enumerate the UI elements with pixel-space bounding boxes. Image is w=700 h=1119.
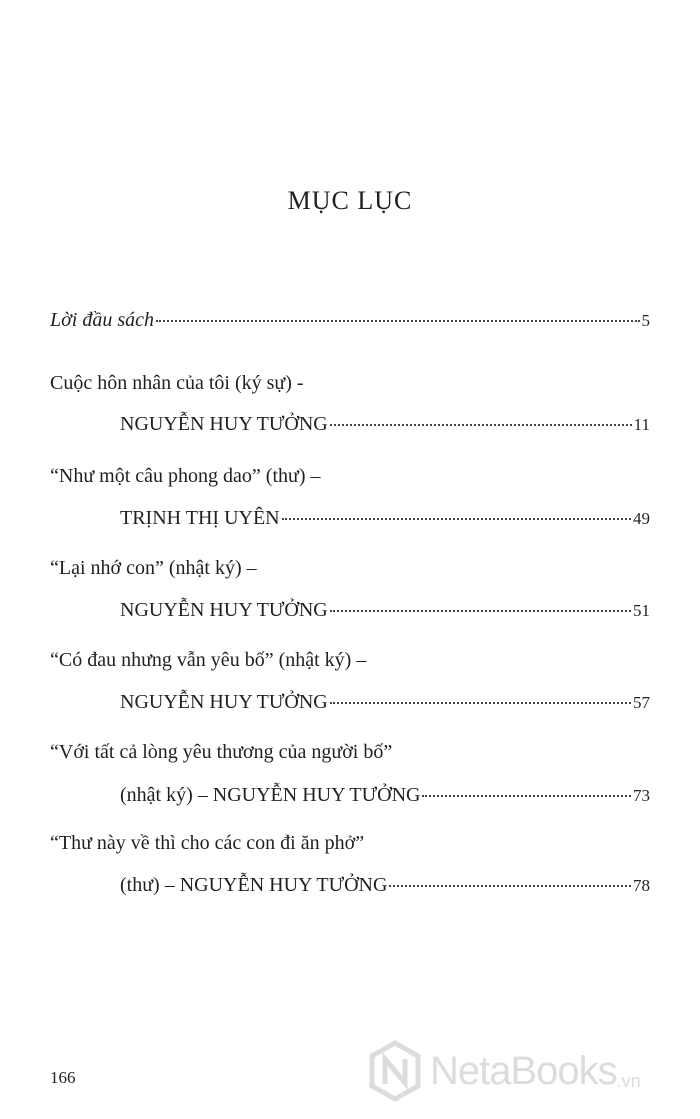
toc-entry: [120, 412, 650, 437]
netabooks-logo-icon: [368, 1040, 422, 1102]
toc-entry-author: NGUYỄN HUY TƯỞNG: [120, 691, 328, 713]
dot-leader: [330, 610, 631, 612]
dot-leader: [389, 885, 631, 887]
watermark-brand: NetaBooks: [430, 1048, 617, 1093]
toc-entry-title: Cuộc hôn nhân của tôi (ký sự) -: [50, 372, 304, 394]
toc-entry: [50, 308, 650, 333]
page-title: MỤC LỤC: [287, 186, 413, 215]
toc-entry: [120, 690, 650, 715]
toc-entry-title: Lời đầu sách: [50, 309, 155, 331]
toc-entry-title: “Với tất cả lòng yêu thương của người bố”: [50, 741, 393, 763]
toc-page-number: 78: [633, 876, 650, 895]
toc-entry-author: (thư) – NGUYỄN HUY TƯỞNG: [120, 874, 388, 896]
dot-leader: [282, 518, 631, 520]
toc-page-number: 11: [633, 415, 650, 434]
toc-entry: [120, 873, 650, 898]
toc-entry-title: “Như một câu phong dao” (thư) –: [50, 465, 321, 487]
page-number: 166: [50, 1068, 76, 1087]
dot-leader: [330, 424, 632, 426]
toc-entry-title: “Có đau nhưng vẫn yêu bố” (nhật ký) –: [50, 649, 367, 671]
toc-entry-author: (nhật ký) – NGUYỄN HUY TƯỞNG: [120, 784, 421, 806]
toc-entry-author: NGUYỄN HUY TƯỞNG: [120, 413, 328, 435]
toc-entry-title: “Lại nhớ con” (nhật ký) –: [50, 557, 257, 579]
toc-entry-author: NGUYỄN HUY TƯỞNG: [120, 599, 328, 621]
toc-page-number: 51: [633, 601, 650, 620]
dot-leader: [156, 320, 639, 322]
dot-leader: [422, 795, 631, 797]
watermark-tld: .vn: [616, 1071, 641, 1091]
toc-entry: [120, 506, 650, 531]
toc-page-number: 5: [641, 311, 650, 330]
toc-page-number: 73: [633, 786, 650, 805]
toc-entry-title: “Thư này về thì cho các con đi ăn phở”: [50, 832, 365, 854]
toc-entry: [120, 598, 650, 623]
toc-entry: [120, 783, 650, 808]
watermark: [368, 1040, 641, 1102]
dot-leader: [330, 702, 631, 704]
toc-page-number: 49: [633, 509, 650, 528]
toc-page-number: 57: [633, 693, 650, 712]
toc-entry-author: TRỊNH THỊ UYÊN: [120, 507, 280, 529]
